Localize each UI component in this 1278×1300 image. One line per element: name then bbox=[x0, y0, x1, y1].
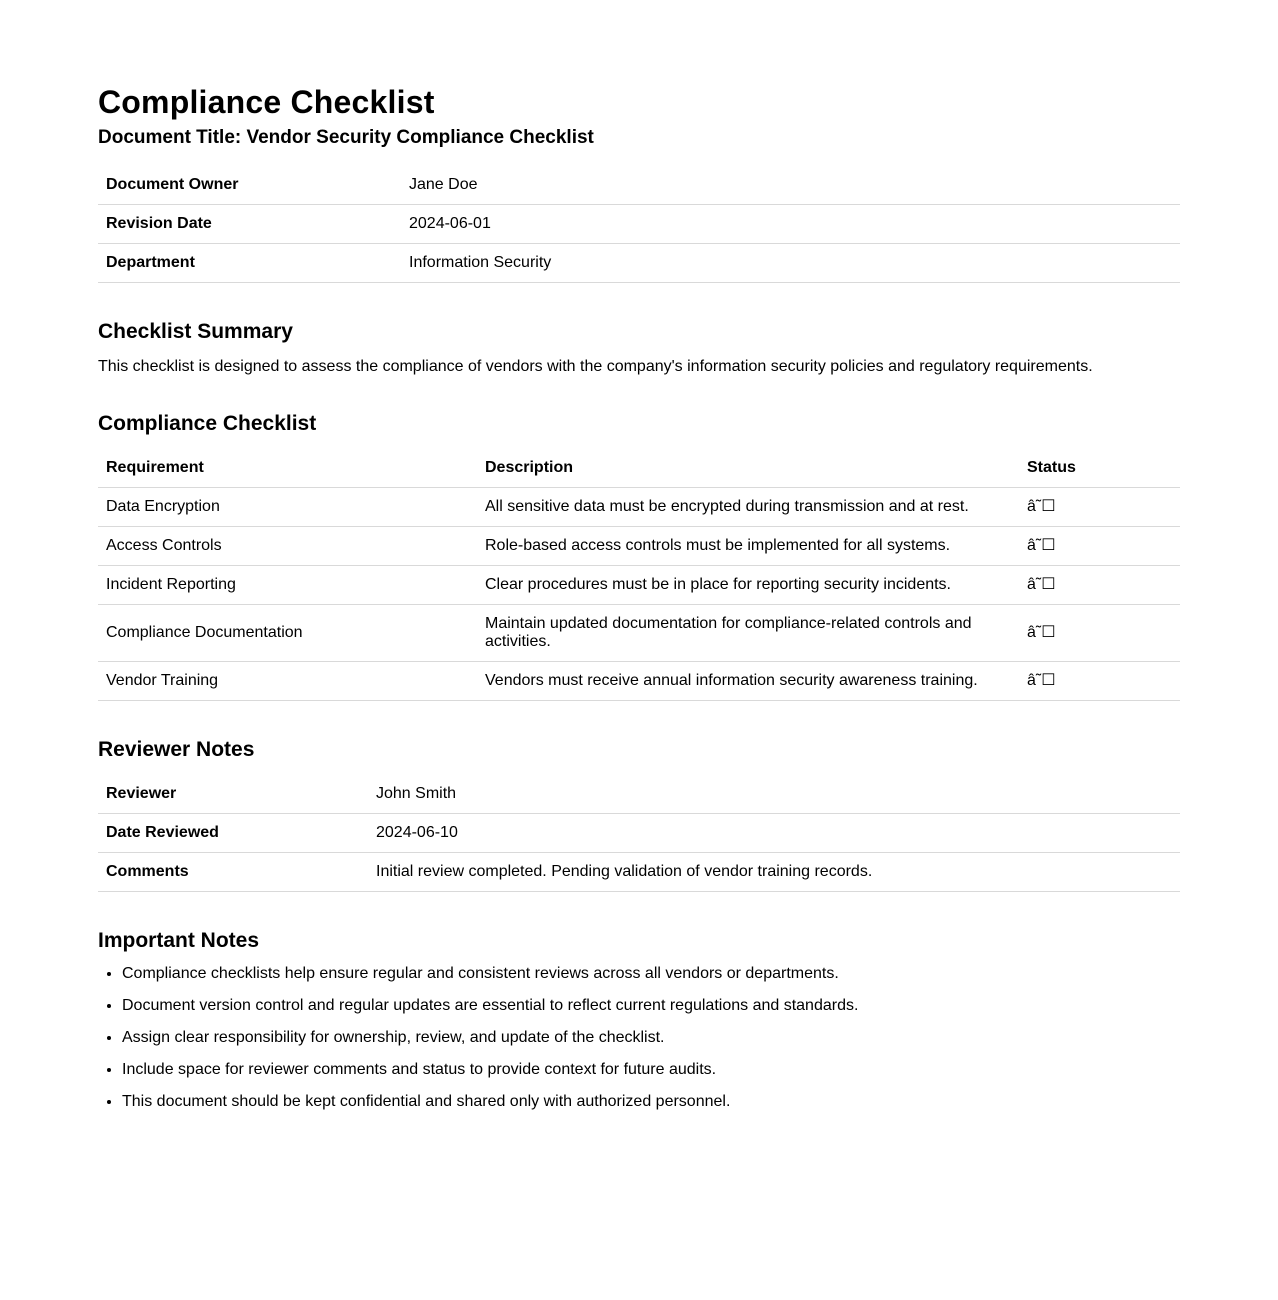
meta-label: Department bbox=[98, 244, 401, 283]
description-cell: Vendors must receive annual information security awareness training. bbox=[477, 662, 1019, 701]
description-cell: All sensitive data must be encrypted during transmission and at rest. bbox=[477, 488, 1019, 527]
status-cell: â˜☐ bbox=[1019, 662, 1180, 701]
description-cell: Maintain updated documentation for compliance-related controls and activities. bbox=[477, 605, 1019, 662]
description-cell: Role-based access controls must be implemented for all systems. bbox=[477, 527, 1019, 566]
checklist-header-row bbox=[98, 449, 1180, 488]
status-cell: â˜☐ bbox=[1019, 527, 1180, 566]
requirement-cell: Data Encryption bbox=[98, 488, 477, 527]
reviewer-label: Comments bbox=[98, 853, 368, 892]
page-title: Compliance Checklist bbox=[98, 84, 435, 120]
requirement-cell: Compliance Documentation bbox=[98, 605, 477, 662]
reviewer-value: 2024-06-10 bbox=[368, 814, 1180, 853]
requirement-cell: Access Controls bbox=[98, 527, 477, 566]
important-notes-list bbox=[98, 964, 1180, 1112]
reviewer-label: Reviewer bbox=[98, 775, 368, 814]
reviewer-value: John Smith bbox=[368, 775, 1180, 814]
table-row bbox=[98, 566, 1180, 605]
column-header-description: Description bbox=[477, 449, 1019, 488]
meta-value: Information Security bbox=[401, 244, 1180, 283]
table-row bbox=[98, 488, 1180, 527]
status-cell: â˜☐ bbox=[1019, 605, 1180, 662]
reviewer-label: Date Reviewed bbox=[98, 814, 368, 853]
reviewer-notes-heading: Reviewer Notes bbox=[98, 738, 255, 761]
meta-label: Revision Date bbox=[98, 205, 401, 244]
summary-heading: Checklist Summary bbox=[98, 320, 293, 343]
checklist-heading: Compliance Checklist bbox=[98, 412, 317, 435]
table-row bbox=[98, 527, 1180, 566]
checklist-table bbox=[98, 449, 1180, 701]
meta-value: Jane Doe bbox=[401, 166, 1180, 205]
meta-label: Document Owner bbox=[98, 166, 401, 205]
table-row bbox=[98, 605, 1180, 662]
important-notes-heading: Important Notes bbox=[98, 929, 260, 952]
meta-row-owner bbox=[98, 166, 1180, 205]
requirement-cell: Incident Reporting bbox=[98, 566, 477, 605]
reviewer-row-date bbox=[98, 814, 1180, 853]
reviewer-row-name bbox=[98, 775, 1180, 814]
meta-value: 2024-06-01 bbox=[401, 205, 1180, 244]
summary-text: This checklist is designed to assess the compliance of vendors with the company's information security policies and regulatory requirements. bbox=[98, 358, 1093, 375]
requirement-cell: Vendor Training bbox=[98, 662, 477, 701]
description-cell: Clear procedures must be in place for reporting security incidents. bbox=[477, 566, 1019, 605]
status-cell: â˜☐ bbox=[1019, 488, 1180, 527]
reviewer-notes-table bbox=[98, 775, 1180, 892]
meta-row-department bbox=[98, 244, 1180, 283]
list-item: • This document should be kept confidential and shared only with authorized personnel. bbox=[122, 1092, 1180, 1112]
list-item: • Include space for reviewer comments and status to provide context for future audits. bbox=[122, 1060, 1180, 1080]
status-cell: â˜☐ bbox=[1019, 566, 1180, 605]
list-item: • Assign clear responsibility for ownership, review, and update of the checklist. bbox=[122, 1028, 1180, 1048]
table-row bbox=[98, 662, 1180, 701]
document-title: Document Title: Vendor Security Compliance Checklist bbox=[98, 127, 594, 148]
reviewer-row-comments bbox=[98, 853, 1180, 892]
column-header-requirement: Requirement bbox=[98, 449, 477, 488]
reviewer-value: Initial review completed. Pending validation of vendor training records. bbox=[368, 853, 1180, 892]
column-header-status: Status bbox=[1019, 449, 1180, 488]
list-item: • Compliance checklists help ensure regular and consistent reviews across all vendors or departments. bbox=[122, 964, 1180, 984]
meta-row-revision-date bbox=[98, 205, 1180, 244]
document-meta-table bbox=[98, 166, 1180, 283]
list-item: • Document version control and regular updates are essential to reflect current regulations and standards. bbox=[122, 996, 1180, 1016]
